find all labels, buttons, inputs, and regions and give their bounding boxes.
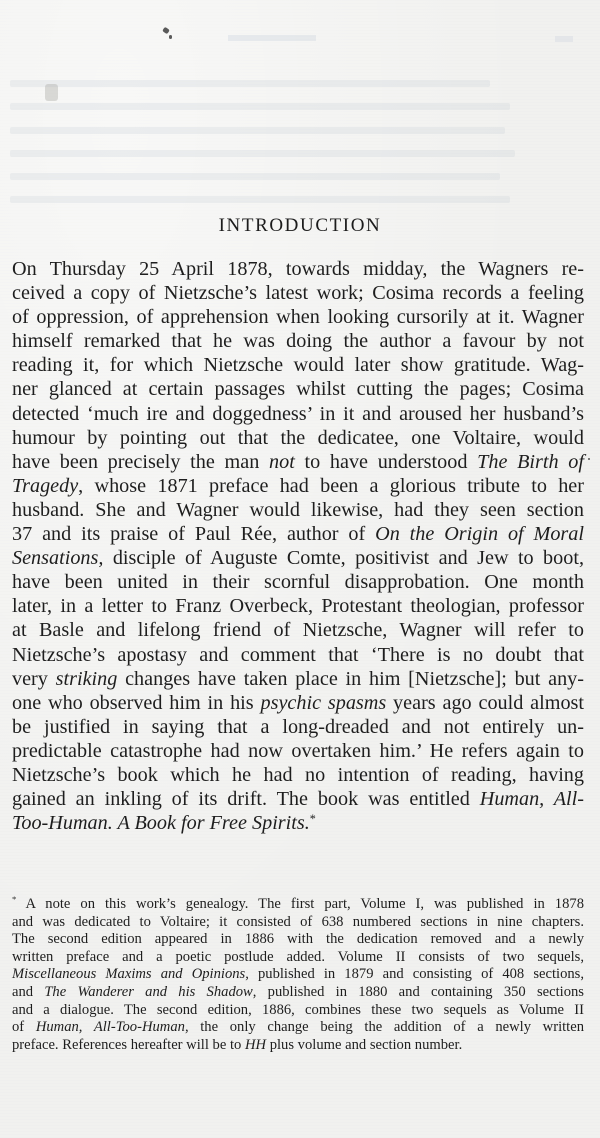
chapter-heading: INTRODUCTION: [218, 215, 382, 236]
footnote: [12, 896, 584, 1054]
body-line: [12, 787, 584, 811]
text-run: , whose 1871 preface had been a glorious tribute to her: [78, 474, 584, 497]
body-line: [12, 498, 584, 522]
ghost-line: [10, 80, 490, 87]
margin-mark: [588, 458, 590, 460]
footnote-line: [12, 896, 584, 914]
italic-text: striking: [55, 667, 118, 690]
text-run: The second edition appeared in 1886 with the dedication removed and a newly: [12, 931, 584, 948]
ghost-line: [10, 173, 500, 180]
text-run: disciple of Auguste Comte, positivist and Jew to boot,: [103, 547, 584, 570]
body-line: [12, 377, 584, 401]
ghost-line: [10, 150, 515, 157]
body-line: [12, 426, 584, 450]
text-run: reading it, for which Nietzsche would later show gratitude. Wag-: [12, 354, 584, 377]
footnote-marker: *: [309, 812, 316, 827]
italic-text: Miscellaneous Maxims and Opinions: [12, 966, 246, 983]
body-line: [12, 667, 584, 691]
body-line: [12, 811, 584, 835]
body-line: [12, 763, 584, 787]
ghost-line: [10, 196, 510, 203]
footnote-line: [12, 931, 584, 949]
text-run: detected ‘much ire and doggedness’ in it and aroused her husband’s: [12, 402, 584, 425]
body-line: [12, 739, 584, 763]
body-line: [12, 450, 584, 474]
ghost-line: [10, 127, 505, 134]
footnote-line: [12, 1002, 584, 1020]
paper-speck: [169, 35, 172, 39]
text-run: changes have taken place in him [Nietzsche]; but any-: [117, 667, 585, 690]
ghost-running-header: [228, 35, 316, 41]
ghost-page-number: [555, 36, 573, 42]
body-line: [12, 305, 584, 329]
bleed-through-text: [0, 0, 600, 200]
text-run: years ago could almost: [386, 691, 584, 714]
text-run: written preface and a poetic postlude added. Volume II consists of two sequels,: [12, 948, 584, 965]
italic-text: HH: [244, 1036, 267, 1053]
body-line: [12, 715, 584, 739]
footnote-line: [12, 949, 584, 967]
text-run: later, in a letter to Franz Overbeck, Protestant theologian, professor: [12, 595, 584, 618]
body-paragraph: [12, 257, 584, 835]
italic-text: Sensations,: [12, 547, 104, 570]
ghost-line: [10, 103, 510, 110]
text-run: ner glanced at certain passages whilst cutting the pages; Cosima: [12, 378, 584, 401]
body-line: [12, 643, 584, 667]
text-run: gained an inkling of its drift. The book was entitled: [12, 788, 480, 811]
italic-text: Human, All-Too-Human: [35, 1019, 185, 1036]
text-run: of: [12, 1019, 36, 1036]
footnote-line: [12, 966, 584, 984]
footnote-marker: *: [12, 894, 17, 904]
text-run: have been precisely the man: [12, 450, 269, 473]
text-run: Nietzsche’s apostasy and comment that ‘There is no doubt that: [12, 643, 584, 666]
italic-text: Human, All-: [479, 788, 584, 811]
text-run: , the only change being the addition of a newly written: [184, 1019, 585, 1036]
body-line: [12, 594, 584, 618]
text-run: predictable catastrophe had now overtaken him.’ He refers again to: [12, 739, 584, 762]
body-line: [12, 691, 584, 715]
text-run: very: [12, 667, 56, 690]
body-line: [12, 353, 584, 377]
body-line: [12, 618, 584, 642]
italic-text: not: [269, 450, 295, 473]
footnote-line: [12, 984, 584, 1002]
body-line: [12, 546, 584, 570]
text-run: , published in 1880 and containing 350 sections: [252, 983, 584, 1000]
text-run: 37 and its praise of Paul Rée, author of: [12, 523, 376, 546]
text-run: and: [12, 983, 45, 1000]
italic-text: Tragedy: [12, 474, 79, 497]
paper-smudge: [45, 84, 58, 101]
text-run: Nietzsche’s book which he had no intention of reading, having: [12, 763, 584, 786]
text-run: On Thursday 25 April 1878, towards midday, the Wagners re-: [12, 258, 584, 280]
footnote-line: [12, 914, 584, 932]
text-run: be justified in saying that a long-dreaded and not entirely un-: [12, 715, 584, 738]
text-run: plus volume and section number.: [266, 1036, 463, 1053]
body-line: [12, 329, 584, 353]
body-line: [12, 257, 584, 281]
text-run: to have understood: [294, 450, 478, 473]
text-run: ceived a copy of Nietzsche’s latest work; Cosima records a feeling: [12, 282, 584, 305]
text-run: himself remarked that he was doing the author a favour by not: [12, 330, 584, 353]
text-run: and a dialogue. The second edition, 1886, combines these two sequels as Volume II: [12, 1001, 584, 1018]
text-run: one who observed him in his: [12, 691, 261, 714]
text-run: have been united in their scornful disapprobation. One month: [12, 571, 584, 594]
footnote-line: [12, 1037, 584, 1055]
text-run: at Basle and lifelong friend of Nietzsche, Wagner will refer to: [12, 619, 584, 642]
body-line: [12, 281, 584, 305]
text-run: humour by pointing out that the dedicatee, one Voltaire, would: [12, 426, 584, 449]
italic-text: On the Origin of Moral: [375, 523, 584, 546]
italic-text: The Wanderer and his Shadow: [44, 983, 253, 1000]
italic-text: The Birth of: [477, 450, 585, 473]
text-run: and was dedicated to Voltaire; it consisted of 638 numbered sections in nine chapters.: [12, 913, 584, 930]
body-line: [12, 522, 584, 546]
italic-text: psychic spasms: [260, 691, 387, 714]
text-run: of oppression, of apprehension when looking cursorily at it. Wagner: [12, 306, 584, 329]
italic-text: Too-Human. A Book for Free Spirits.: [12, 812, 310, 835]
text-run: A note on this work’s genealogy. The first part, Volume I, was published in 1878: [16, 896, 584, 912]
body-line: [12, 570, 584, 594]
body-line: [12, 402, 584, 426]
text-run: husband. She and Wagner would likewise, had they seen section: [12, 498, 584, 521]
footnote-line: [12, 1019, 584, 1037]
text-run: preface. References hereafter will be to: [12, 1036, 245, 1053]
text-run: , published in 1879 and consisting of 408 sections,: [245, 966, 584, 983]
body-line: [12, 474, 584, 498]
